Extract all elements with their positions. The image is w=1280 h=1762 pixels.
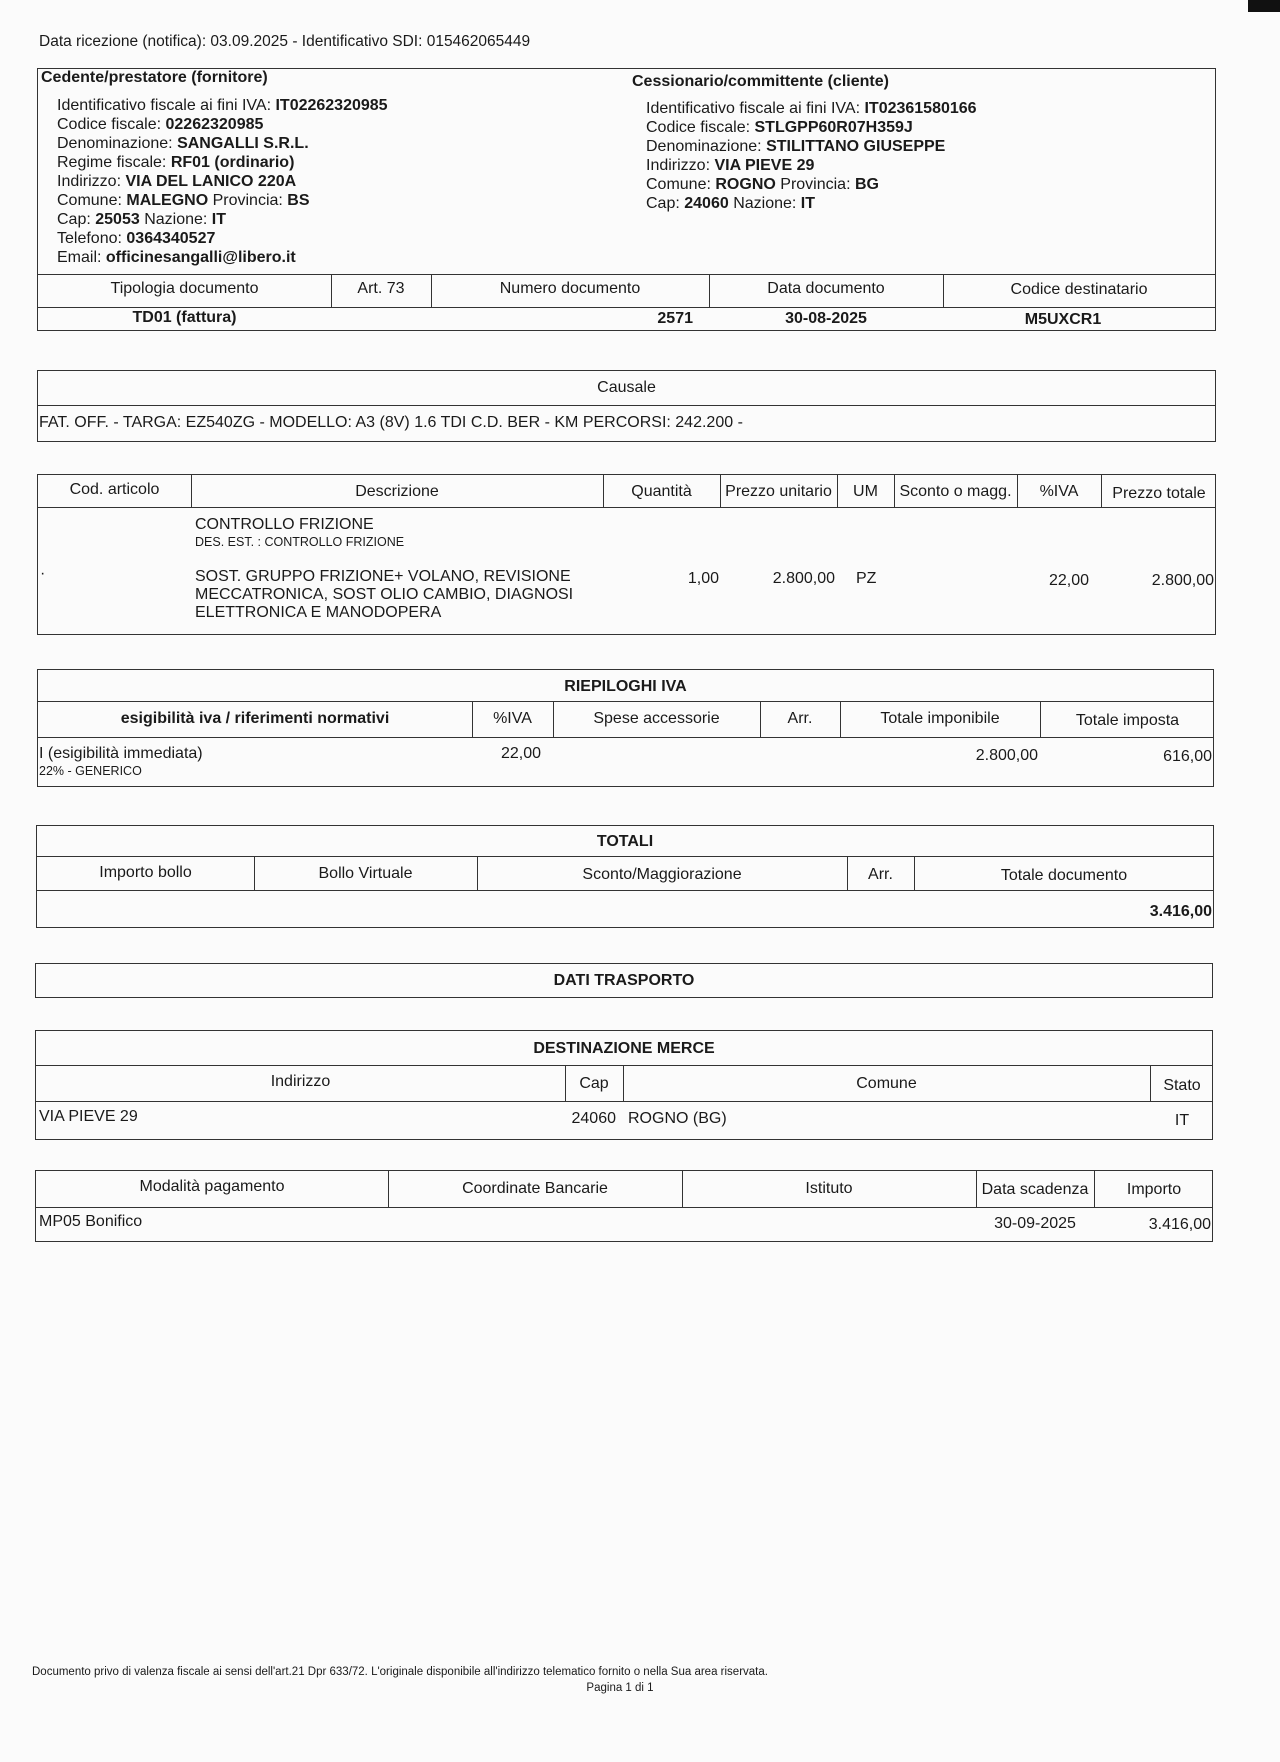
parties-box — [37, 68, 1216, 331]
totals-virtual-stamp-header: Bollo Virtuale — [318, 865, 413, 882]
vat-row-description: I (esigibilità immediata) — [39, 745, 203, 762]
totals-table — [36, 825, 1214, 928]
totals-title: TOTALI — [596, 833, 654, 850]
supplier-tax-code: Codice fiscale: 02262320985 — [57, 116, 264, 133]
supplier-city: Comune: MALEGNO Provincia: BS — [57, 192, 310, 209]
vat-row-sub-description: 22% - GENERICO — [39, 764, 142, 778]
vat-summary-title: RIEPILOGHI IVA — [564, 678, 687, 695]
dest-city-value: ROGNO (BG) — [628, 1110, 727, 1127]
payment-due-date-value: 30-09-2025 — [994, 1215, 1076, 1232]
item1-description: CONTROLLO FRIZIONE — [195, 516, 374, 533]
col-um-header: UM — [853, 483, 878, 500]
customer-details — [646, 99, 977, 213]
totals-rounding-header: Arr. — [868, 866, 893, 883]
vat-col-rounding-header: Arr. — [787, 710, 813, 727]
transport-title: DATI TRASPORTO — [553, 972, 695, 989]
payment-method-header: Modalità pagamento — [139, 1178, 285, 1195]
item2-vat: 22,00 — [1048, 572, 1089, 589]
dest-country-header: Stato — [1163, 1077, 1201, 1094]
supplier-regime: Regime fiscale: RF01 (ordinario) — [57, 154, 295, 171]
customer-address: Indirizzo: VIA PIEVE 29 — [646, 157, 815, 174]
totals-stamp-header: Importo bollo — [99, 864, 192, 881]
supplier-cap: Cap: 25053 Nazione: IT — [57, 211, 227, 228]
item1-sub-description: DES. EST. : CONTROLLO FRIZIONE — [195, 535, 405, 549]
vat-col-taxable-header: Totale imponibile — [880, 710, 1000, 727]
recipient-code-header: Codice destinatario — [1010, 281, 1148, 298]
payment-amount-value: 3.416,00 — [1148, 1216, 1211, 1233]
customer-name: Denominazione: STILITTANO GIUSEPPE — [646, 138, 946, 155]
col-code-header: Cod. articolo — [69, 481, 160, 498]
payment-method-value: MP05 Bonifico — [39, 1213, 143, 1230]
item2-um: PZ — [856, 570, 877, 587]
customer-tax-code: Codice fiscale: STLGPP60R07H359J — [646, 119, 913, 136]
item2-quantity: 1,00 — [687, 570, 719, 587]
doc-number-header: Numero documento — [499, 280, 641, 297]
vat-row-tax: 616,00 — [1163, 748, 1212, 765]
dest-address-value: VIA PIEVE 29 — [39, 1108, 138, 1125]
payment-iban-header: Coordinate Bancarie — [462, 1180, 608, 1197]
payment-bank-header: Istituto — [805, 1180, 853, 1197]
doc-date-header: Data documento — [767, 280, 885, 297]
supplier-address: Indirizzo: VIA DEL LANICO 220A — [57, 173, 297, 190]
totals-discount-header: Sconto/Maggiorazione — [582, 866, 742, 883]
col-unit-price-header: Prezzo unitario — [725, 483, 832, 500]
dest-cap-header: Cap — [579, 1075, 609, 1092]
item2-description: SOST. GRUPPO FRIZIONE+ VOLANO, REVISIONE MECCATRONICA, SOST OLIO CAMBIO, DIAGNOSI ELETTRONICA E MANODOPERA — [195, 568, 574, 621]
doc-date-value: 30-08-2025 — [785, 310, 867, 327]
page-number: Pagina 1 di 1 — [586, 1682, 654, 1694]
supplier-phone: Telefono: 0364340527 — [57, 230, 216, 247]
item2-unit-price: 2.800,00 — [772, 570, 835, 587]
col-discount-header: Sconto o magg. — [899, 483, 1012, 500]
recipient-code-value: M5UXCR1 — [1024, 311, 1102, 328]
customer-vat-id: Identificativo fiscale ai fini IVA: IT02361580166 — [646, 100, 977, 117]
destination-table — [35, 1030, 1213, 1140]
dest-city-header: Comune — [856, 1075, 917, 1092]
payment-table — [35, 1170, 1213, 1242]
customer-city: Comune: ROGNO Provincia: BG — [646, 176, 879, 193]
vat-row-rate: 22,00 — [500, 745, 541, 762]
supplier-title: Cedente/prestatore (fornitore) — [41, 69, 268, 86]
vat-col-tax-header: Totale imposta — [1075, 712, 1180, 729]
payment-amount-header: Importo — [1126, 1181, 1182, 1198]
art73-header: Art. 73 — [357, 280, 405, 297]
payment-due-date-header: Data scadenza — [981, 1181, 1089, 1198]
vat-col-rate-header: %IVA — [493, 710, 532, 727]
vat-col-expenses-header: Spese accessorie — [593, 710, 720, 727]
doc-type-header: Tipologia documento — [110, 280, 259, 297]
item2-total: 2.800,00 — [1151, 572, 1214, 589]
vat-summary-table — [37, 669, 1214, 787]
dest-country-value: IT — [1174, 1112, 1190, 1129]
dest-address-header: Indirizzo — [270, 1073, 331, 1090]
items-table — [37, 474, 1216, 635]
doc-number-value: 2571 — [657, 310, 693, 327]
supplier-vat-id: Identificativo fiscale ai fini IVA: IT02262320985 — [57, 97, 388, 114]
transport-box — [35, 963, 1213, 998]
footer-note: Documento privo di valenza fiscale ai sensi dell'art.21 Dpr 633/72. L'originale disponibile all'indirizzo telematico fornito o nella Sua area riservata. — [32, 1666, 768, 1678]
customer-title: Cessionario/committente (cliente) — [632, 73, 889, 90]
destination-title: DESTINAZIONE MERCE — [533, 1040, 715, 1057]
dest-cap-value: 24060 — [571, 1110, 616, 1127]
supplier-details — [57, 96, 388, 267]
totals-document-header: Totale documento — [1000, 867, 1128, 884]
reception-notice: Data ricezione (notifica): 03.09.2025 - Identificativo SDI: 015462065449 — [39, 33, 531, 50]
causale-title: Causale — [597, 379, 656, 396]
causale-box — [37, 370, 1216, 442]
col-total-header: Prezzo totale — [1112, 485, 1206, 502]
causale-text: FAT. OFF. - TARGA: EZ540ZG - MODELLO: A3 (8V) 1.6 TDI C.D. BER - KM PERCORSI: 242.200 - — [39, 414, 743, 431]
total-document-value: 3.416,00 — [1149, 903, 1212, 920]
item2-code: · — [40, 565, 46, 582]
doc-type-value: TD01 (fattura) — [132, 309, 237, 326]
vat-col-desc-header: esigibilità iva / riferimenti normativi — [120, 710, 390, 727]
col-qty-header: Quantità — [631, 483, 692, 500]
customer-cap: Cap: 24060 Nazione: IT — [646, 195, 816, 212]
supplier-email: Email: officinesangalli@libero.it — [57, 249, 296, 266]
col-desc-header: Descrizione — [355, 483, 439, 500]
scan-corner-mark — [1248, 0, 1280, 12]
col-vat-header: %IVA — [1039, 483, 1079, 500]
vat-row-taxable: 2.800,00 — [975, 747, 1038, 764]
supplier-name: Denominazione: SANGALLI S.R.L. — [57, 135, 309, 152]
